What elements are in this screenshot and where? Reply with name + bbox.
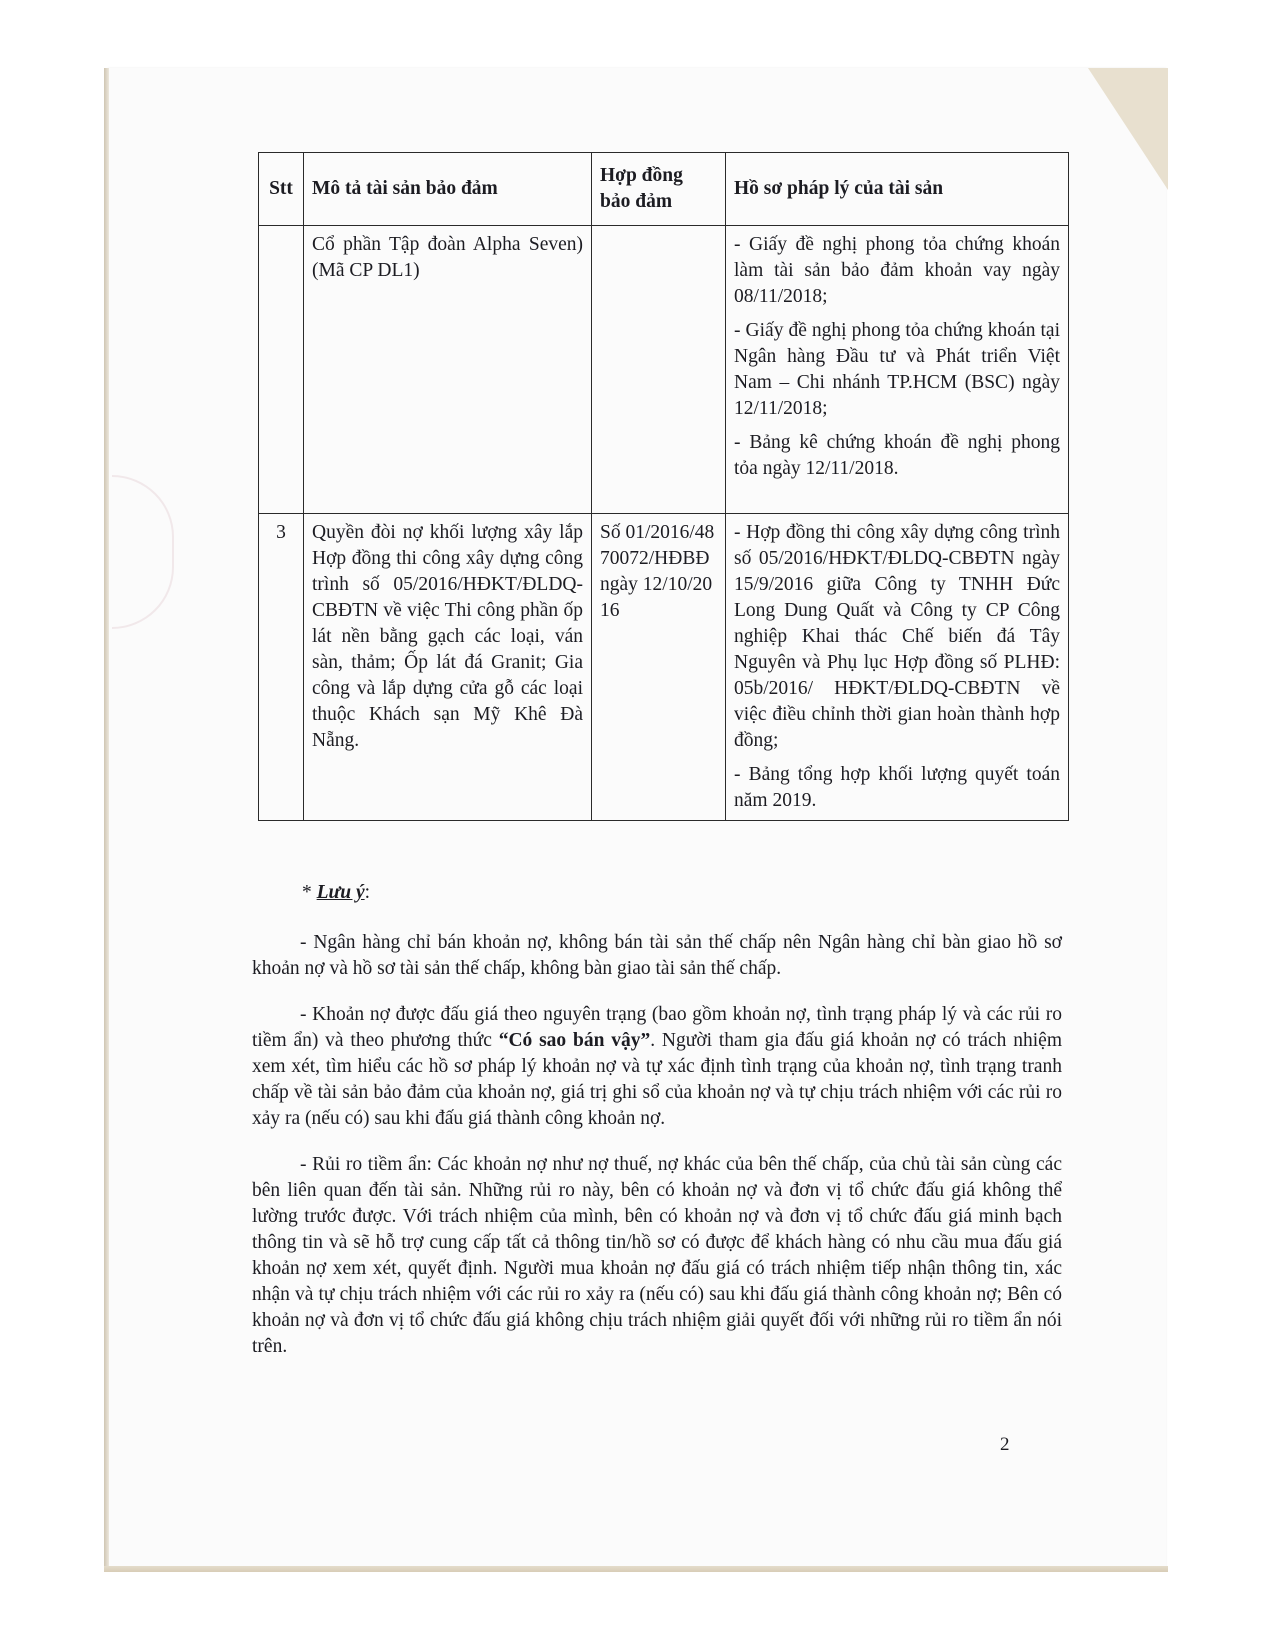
note-paragraph-2 xyxy=(252,1002,1062,1132)
row-stt: 3 xyxy=(259,514,304,821)
row-contract xyxy=(592,226,726,514)
notes-colon: : xyxy=(364,882,371,903)
note-2-text-b: . Người tham gia đấu giá khoản nợ có trách nhiệm xem xét, tìm hiểu các hồ sơ pháp lý khoản nợ và tự xác định tình trạng của khoản nợ, tình trạng tranh chấp về tài sản bảo đảm của khoản nợ, giá trị ghi sổ của khoản nợ và tự chịu trách nhiệm với các rủi ro xảy ra (nếu có) sau khi đấu giá thành công khoản nợ. xyxy=(252,1030,1062,1129)
paper-left-edge xyxy=(104,68,109,1568)
legal-doc-item: - Bảng tổng hợp khối lượng quyết toán năm 2019. xyxy=(734,764,1060,811)
note-2-text-a: - Khoản nợ được đấu giá theo nguyên trạng (bao gồm khoản nợ, tình trạng pháp lý và các rủi ro tiềm ẩn) và theo phương thức xyxy=(252,1004,1062,1051)
header-stt: Stt xyxy=(259,153,304,226)
header-contract: Hợp đồng bảo đảm xyxy=(592,153,726,226)
row-description: Quyền đòi nợ khối lượng xây lắp Hợp đồng thi công xây dựng công trình số 05/2016/HĐKT/ĐLDQ-CBĐTN về việc Thi công phần ốp lát nền bằng gạch các loại, ván sàn, thảm; Ốp lát đá Granit; Gia công và lắp dựng cửa gỗ các loại thuộc Khách sạn Mỹ Khê Đà Nẵng. xyxy=(304,514,592,821)
note-paragraph-1: - Ngân hàng chỉ bán khoản nợ, không bán tài sản thế chấp nên Ngân hàng chỉ bàn giao hồ sơ khoản nợ và hồ sơ tài sản thế chấp, không bàn giao tài sản thế chấp. xyxy=(252,932,1062,979)
header-description: Mô tả tài sản bảo đảm xyxy=(304,153,592,226)
row-stt xyxy=(259,226,304,514)
row-contract: Số 01/2016/4870072/HĐBĐ ngày 12/10/2016 xyxy=(592,514,726,821)
note-paragraph-3: - Rủi ro tiềm ẩn: Các khoản nợ như nợ thuế, nợ khác của bên thế chấp, của chủ tài sản cùng các bên liên quan đến tài sản. Những rủi ro này, bên có khoản nợ và đơn vị tổ chức đấu giá không thể lường trước được. Với trách nhiệm của mình, bên có khoản nợ và đơn vị tổ chức đấu giá minh bạch thông tin và sẽ hỗ trợ cung cấp tất cả thông tin/hồ sơ có được để khách hàng có nhu cầu mua đấu giá khoản nợ xem xét, quyết định. Người mua khoản nợ đấu giá có trách nhiệm tiếp nhận thông tin, xác nhận và tự chịu trách nhiệm với các rủi ro xảy ra (nếu có) sau khi đấu giá thành công khoản nợ; Bên có khoản nợ và đơn vị tổ chức đấu giá không chịu trách nhiệm giải quyết đối với những rủi ro tiềm ẩn nói trên. xyxy=(252,1154,1062,1357)
row-description: Cổ phần Tập đoàn Alpha Seven) (Mã CP DL1) xyxy=(304,226,592,514)
notes-title: Lưu ý xyxy=(316,882,365,903)
legal-doc-item: - Hợp đồng thi công xây dựng công trình số 05/2016/HĐKT/ĐLDQ-CBĐTN ngày 15/9/2016 giữa Công ty TNHH Đức Long Dung Quất và Công ty CP Công nghiệp Khai thác Chế biến đá Tây Nguyên và Phụ lục Hợp đồng số PLHĐ: 05b/2016/ HĐKT/ĐLDQ-CBĐTN về việc điều chỉnh thời gian hoàn thành hợp đồng; xyxy=(734,522,1060,751)
legal-doc-item: - Giấy đề nghị phong tỏa chứng khoán tại Ngân hàng Đầu tư và Phát triển Việt Nam – Chi nhánh TP.HCM (BSC) ngày 12/11/2018; xyxy=(734,320,1060,419)
note-2-bold-method: “Có sao bán vậy” xyxy=(498,1030,651,1051)
table-row xyxy=(259,226,1069,514)
row-legal-docs xyxy=(726,226,1069,514)
page-number: 2 xyxy=(1000,1434,1010,1455)
paper-bottom-edge xyxy=(104,1566,1168,1572)
table-row xyxy=(259,514,1069,821)
row-legal-docs xyxy=(726,514,1069,821)
collateral-table xyxy=(258,152,1069,821)
legal-doc-item: - Bảng kê chứng khoán đề nghị phong tỏa ngày 12/11/2018. xyxy=(734,432,1060,479)
notes-section xyxy=(252,880,1062,1380)
notes-asterisk: * xyxy=(302,882,317,903)
header-legal-docs: Hồ sơ pháp lý của tài sản xyxy=(726,153,1069,226)
legal-doc-item: - Giấy đề nghị phong tỏa chứng khoán làm tài sản bảo đảm khoản vay ngày 08/11/2018; xyxy=(734,234,1060,307)
table-header-row xyxy=(259,153,1069,226)
notes-heading xyxy=(302,880,1062,906)
